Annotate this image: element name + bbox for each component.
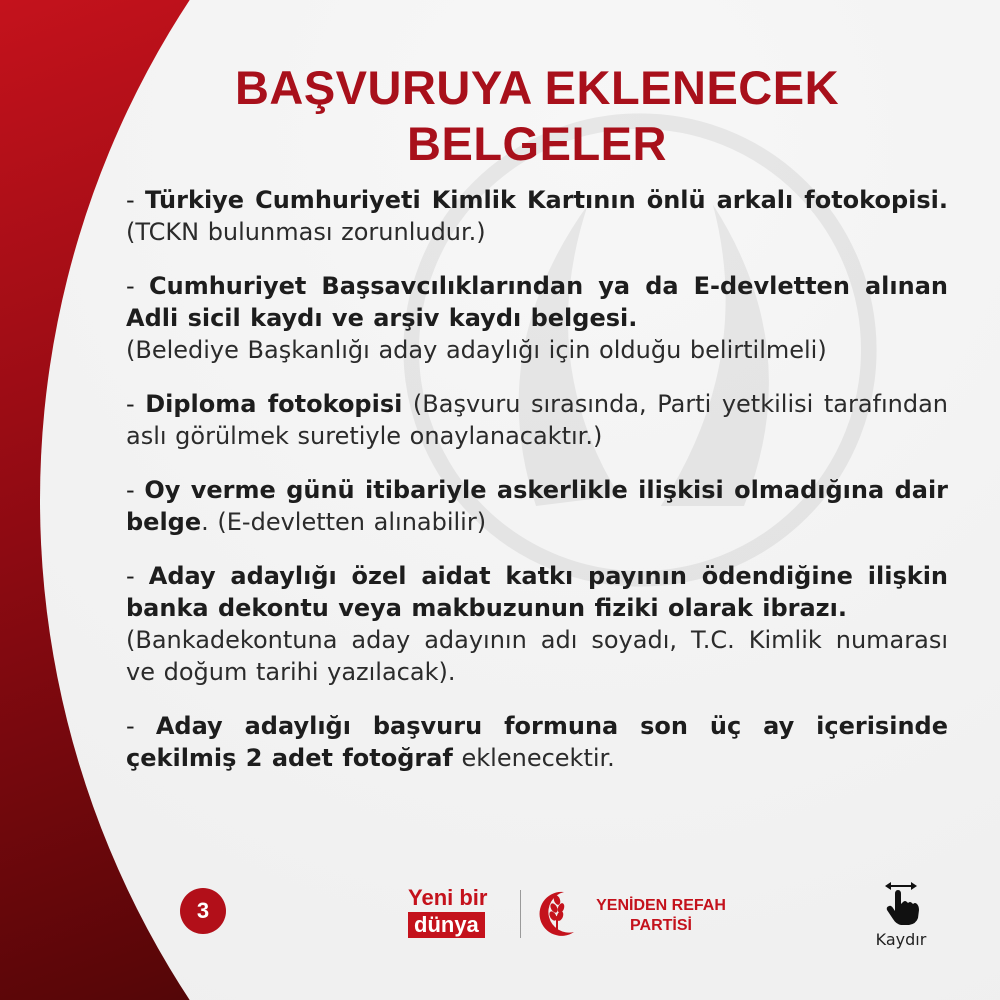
item-note: (Başvuru sırasında, Parti yetkilisi tarafından aslı görülmek suretiyle onaylanacaktır.) [126, 390, 949, 450]
list-item [126, 388, 948, 452]
item-prefix: - [126, 712, 156, 740]
item-bold-text: Diploma fotokopisi [145, 390, 403, 418]
item-note: eklenecektir. [452, 744, 615, 772]
list-item [126, 270, 948, 366]
item-prefix: - [126, 272, 150, 300]
main-content [126, 60, 948, 796]
item-prefix: - [126, 390, 146, 418]
page-title [126, 60, 948, 172]
party-name [586, 896, 736, 936]
slogan-line-1: Yeni bir [408, 885, 488, 910]
swipe-hint[interactable] [866, 880, 936, 949]
slogan-line-2: dünya [408, 912, 485, 938]
item-bold-text: Cumhuriyet Başsavcılıklarından ya da E-devletten alınan Adli sicil kaydı ve arşiv kaydı belgesi. [126, 272, 948, 332]
item-prefix: - [126, 562, 149, 590]
party-name-line-1: YENİDEN REFAH [596, 897, 726, 914]
item-note: (TCKN bulunması zorunludur.) [126, 218, 486, 246]
item-bold-text: Oy verme günü itibariyle askerlikle ilişkisi olmadığına dair belge [126, 476, 949, 536]
item-note: (Bankadekontuna aday adayının adı soyadı, T.C. Kimlik numarası ve doğum tarihi yazılacak). [126, 626, 948, 686]
page-number-badge: 3 [180, 888, 226, 934]
list-item [126, 710, 948, 774]
item-bold-text: Türkiye Cumhuriyeti Kimlik Kartının önlü arkalı fotokopisi. [144, 186, 949, 214]
list-item [126, 474, 948, 538]
crescent-wheat-icon [530, 886, 580, 940]
footer-divider [520, 890, 521, 938]
item-note: . (E-devletten alınabilir) [201, 508, 487, 536]
swipe-label: Kaydır [875, 930, 927, 949]
title-line-2: BELGELER [407, 117, 667, 170]
list-item [126, 560, 948, 688]
item-prefix: - [126, 476, 145, 504]
slogan-logo [408, 886, 508, 938]
title-line-1: BAŞVURUYA EKLENECEK [234, 61, 840, 114]
item-prefix: - [126, 186, 145, 214]
item-bold-text: Aday adaylığı özel aidat katkı payının ödendiğine ilişkin banka dekontu veya makbuzunun fiziki olarak ibrazı. [126, 562, 948, 622]
swipe-hand-icon [879, 880, 923, 926]
party-name-line-2: PARTİSİ [630, 917, 692, 934]
item-note: (Belediye Başkanlığı aday adaylığı için olduğu belirtilmeli) [126, 336, 827, 364]
list-item [126, 184, 948, 248]
item-bold-text: Aday adaylığı başvuru formuna son üç ay içerisinde çekilmiş 2 adet fotoğraf [126, 712, 948, 772]
